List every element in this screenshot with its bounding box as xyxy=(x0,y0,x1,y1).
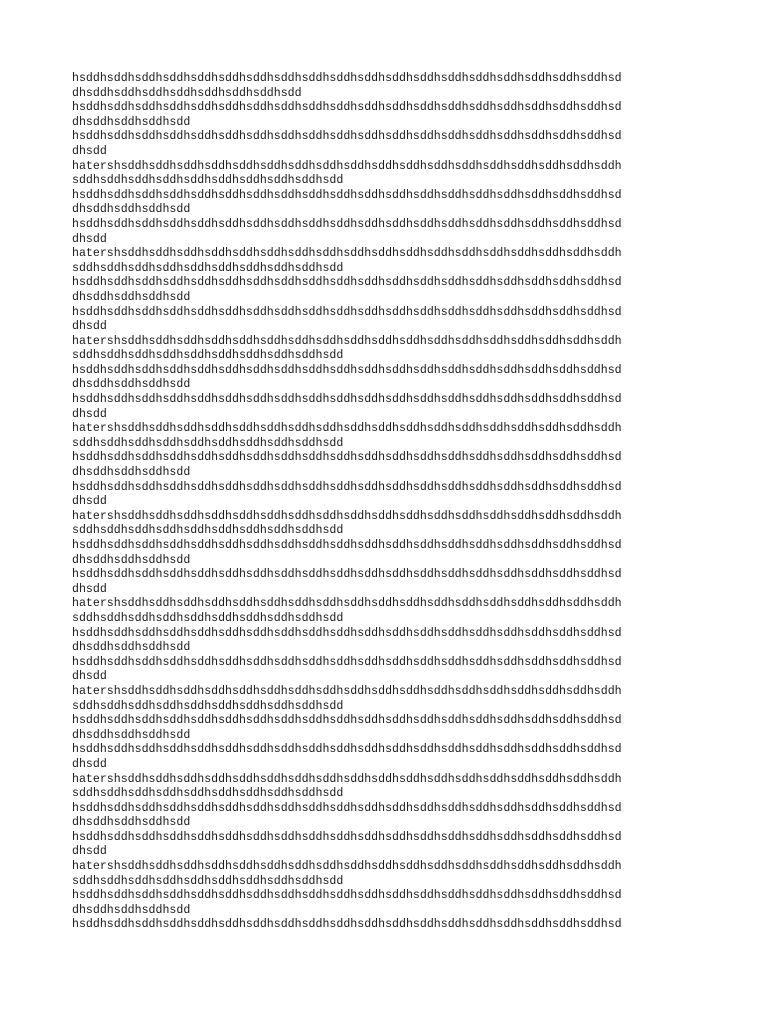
text-line: dhsdd xyxy=(72,670,107,684)
text-line: hsddhsddhsddhsddhsddhsddhsddhsddhsddhsddhsddhsddhsddhsddhsddhsddhsddhsddhsddhsd xyxy=(72,217,622,231)
text-line: hsddhsddhsddhsddhsddhsddhsddhsddhsddhsddhsddhsddhsddhsddhsddhsddhsddhsddhsddhsd xyxy=(72,188,622,202)
text-line: hatershsddhsddhsddhsddhsddhsddhsddhsddhsddhsddhsddhsddhsddhsddhsddhsddhsddhsddh xyxy=(72,597,622,611)
document-text-body xyxy=(72,72,712,933)
text-line: dhsddhsddhsddhsdd xyxy=(72,903,191,917)
text-line: dhsddhsddhsddhsdd xyxy=(72,641,191,655)
text-line: hatershsddhsddhsddhsddhsddhsddhsddhsddhsddhsddhsddhsddhsddhsddhsddhsddhsddhsddh xyxy=(72,159,622,173)
text-line: dhsdd xyxy=(72,407,107,421)
text-line: sddhsddhsddhsddhsddhsddhsddhsddhsddhsdd xyxy=(72,261,344,275)
text-line: hsddhsddhsddhsddhsddhsddhsddhsddhsddhsddhsddhsddhsddhsddhsddhsddhsddhsddhsddhsd xyxy=(72,655,622,669)
text-line: dhsddhsddhsddhsdd xyxy=(72,466,191,480)
text-line: hsddhsddhsddhsddhsddhsddhsddhsddhsddhsddhsddhsddhsddhsddhsddhsddhsddhsddhsddhsd xyxy=(72,72,622,85)
text-line: dhsdd xyxy=(72,845,107,859)
text-line: dhsdd xyxy=(72,232,107,246)
text-line: dhsddhsddhsddhsdd xyxy=(72,728,191,742)
text-line: dhsddhsddhsddhsdd xyxy=(72,290,191,304)
text-line: hatershsddhsddhsddhsddhsddhsddhsddhsddhsddhsddhsddhsddhsddhsddhsddhsddhsddhsddh xyxy=(72,860,622,874)
text-line: hatershsddhsddhsddhsddhsddhsddhsddhsddhsddhsddhsddhsddhsddhsddhsddhsddhsddhsddh xyxy=(72,684,622,698)
text-line: hsddhsddhsddhsddhsddhsddhsddhsddhsddhsddhsddhsddhsddhsddhsddhsddhsddhsddhsddhsd xyxy=(72,393,622,407)
text-line: dhsddhsddhsddhsdd xyxy=(72,553,191,567)
text-line: sddhsddhsddhsddhsddhsddhsddhsddhsddhsdd xyxy=(72,524,344,538)
text-line: dhsdd xyxy=(72,495,107,509)
text-line: sddhsddhsddhsddhsddhsddhsddhsddhsddhsdd xyxy=(72,699,344,713)
text-line: dhsddhsddhsddhsddhsddhsddhsddhsdd xyxy=(72,86,302,100)
text-line: hsddhsddhsddhsddhsddhsddhsddhsddhsddhsddhsddhsddhsddhsddhsddhsddhsddhsddhsddhsd xyxy=(72,363,622,377)
text-line: sddhsddhsddhsddhsddhsddhsddhsddhsddhsdd xyxy=(72,174,344,188)
text-line: hsddhsddhsddhsddhsddhsddhsddhsddhsddhsddhsddhsddhsddhsddhsddhsddhsddhsddhsddhsd xyxy=(72,830,622,844)
text-line: hsddhsddhsddhsddhsddhsddhsddhsddhsddhsddhsddhsddhsddhsddhsddhsddhsddhsddhsddhsd xyxy=(72,480,622,494)
text-line: hsddhsddhsddhsddhsddhsddhsddhsddhsddhsddhsddhsddhsddhsddhsddhsddhsddhsddhsddhsd xyxy=(72,539,622,552)
text-line: sddhsddhsddhsddhsddhsddhsddhsddhsddhsdd xyxy=(72,874,344,888)
text-line: sddhsddhsddhsddhsddhsddhsddhsddhsddhsdd xyxy=(72,436,344,450)
text-line: sddhsddhsddhsddhsddhsddhsddhsddhsddhsdd xyxy=(72,349,344,363)
text-line: dhsddhsddhsddhsdd xyxy=(72,115,191,129)
text-line: hsddhsddhsddhsddhsddhsddhsddhsddhsddhsddhsddhsddhsddhsddhsddhsddhsddhsddhsddhsd xyxy=(72,889,622,903)
text-line: hatershsddhsddhsddhsddhsddhsddhsddhsddhsddhsddhsddhsddhsddhsddhsddhsddhsddhsddh xyxy=(72,422,622,436)
text-line: hsddhsddhsddhsddhsddhsddhsddhsddhsddhsddhsddhsddhsddhsddhsddhsddhsddhsddhsddhsd xyxy=(72,743,622,757)
text-line: dhsddhsddhsddhsdd xyxy=(72,816,191,830)
text-line: hsddhsddhsddhsddhsddhsddhsddhsddhsddhsddhsddhsddhsddhsddhsddhsddhsddhsddhsddhsd xyxy=(72,714,622,728)
text-line: dhsddhsddhsddhsdd xyxy=(72,203,191,217)
text-line: sddhsddhsddhsddhsddhsddhsddhsddhsddhsdd xyxy=(72,787,344,801)
text-line: hsddhsddhsddhsddhsddhsddhsddhsddhsddhsddhsddhsddhsddhsddhsddhsddhsddhsddhsddhsd xyxy=(72,568,622,582)
text-line: hsddhsddhsddhsddhsddhsddhsddhsddhsddhsddhsddhsddhsddhsddhsddhsddhsddhsddhsddhsd xyxy=(72,451,622,465)
text-line: dhsdd xyxy=(72,757,107,771)
text-line: hsddhsddhsddhsddhsddhsddhsddhsddhsddhsddhsddhsddhsddhsddhsddhsddhsddhsddhsddhsd xyxy=(72,626,622,640)
text-line: hsddhsddhsddhsddhsddhsddhsddhsddhsddhsddhsddhsddhsddhsddhsddhsddhsddhsddhsddhsd xyxy=(72,276,622,290)
text-line: hsddhsddhsddhsddhsddhsddhsddhsddhsddhsddhsddhsddhsddhsddhsddhsddhsddhsddhsddhsd xyxy=(72,305,622,319)
text-line: hatershsddhsddhsddhsddhsddhsddhsddhsddhsddhsddhsddhsddhsddhsddhsddhsddhsddhsddh xyxy=(72,772,622,786)
text-line: hatershsddhsddhsddhsddhsddhsddhsddhsddhsddhsddhsddhsddhsddhsddhsddhsddhsddhsddh xyxy=(72,247,622,261)
text-line: dhsdd xyxy=(72,144,107,158)
document-page xyxy=(72,72,712,933)
text-line: dhsdd xyxy=(72,320,107,334)
text-line: hsddhsddhsddhsddhsddhsddhsddhsddhsddhsddhsddhsddhsddhsddhsddhsddhsddhsddhsddhsd xyxy=(72,801,622,815)
text-line: hsddhsddhsddhsddhsddhsddhsddhsddhsddhsddhsddhsddhsddhsddhsddhsddhsddhsddhsddhsd xyxy=(72,918,622,932)
text-line: hatershsddhsddhsddhsddhsddhsddhsddhsddhsddhsddhsddhsddhsddhsddhsddhsddhsddhsddh xyxy=(72,334,622,348)
text-line: dhsddhsddhsddhsdd xyxy=(72,378,191,392)
text-line: hatershsddhsddhsddhsddhsddhsddhsddhsddhsddhsddhsddhsddhsddhsddhsddhsddhsddhsddh xyxy=(72,509,622,523)
text-line: hsddhsddhsddhsddhsddhsddhsddhsddhsddhsddhsddhsddhsddhsddhsddhsddhsddhsddhsddhsd xyxy=(72,130,622,144)
text-line: hsddhsddhsddhsddhsddhsddhsddhsddhsddhsddhsddhsddhsddhsddhsddhsddhsddhsddhsddhsd xyxy=(72,101,622,115)
text-line: sddhsddhsddhsddhsddhsddhsddhsddhsddhsdd xyxy=(72,611,344,625)
text-line: dhsdd xyxy=(72,582,107,596)
